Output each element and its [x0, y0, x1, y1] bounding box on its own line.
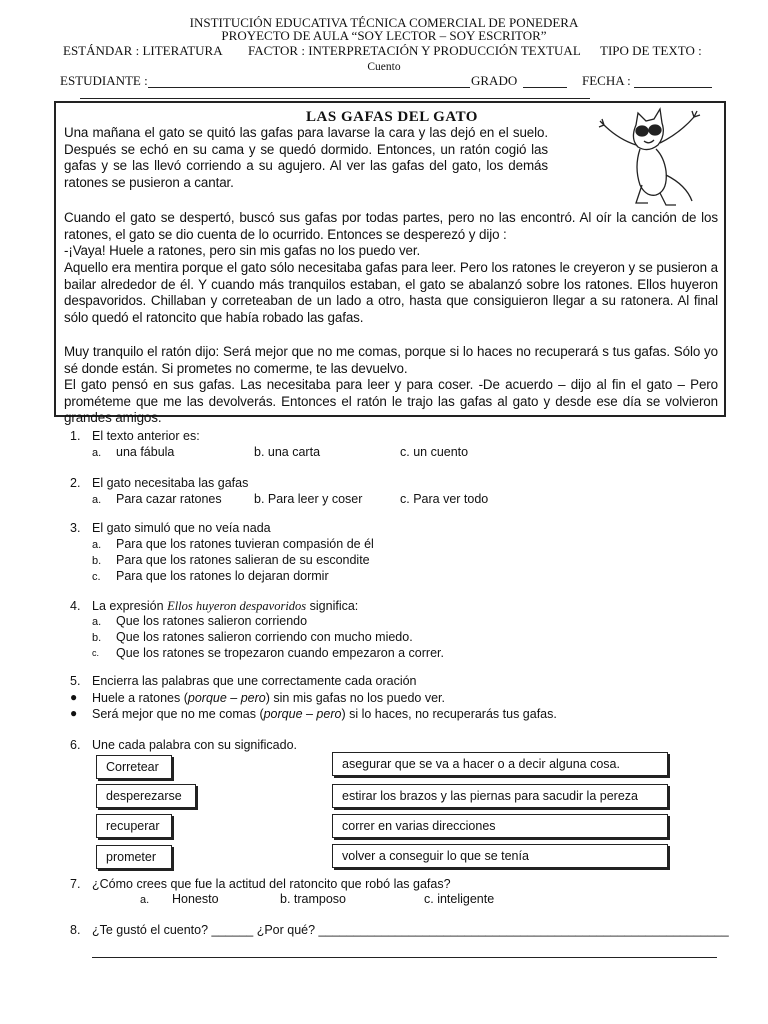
- q7-option-b[interactable]: b. tramposo: [280, 892, 347, 906]
- q4-option-c[interactable]: Que los ratones se tropezaron cuando empezaron a correr.: [116, 646, 444, 660]
- q2-option-b[interactable]: b. Para leer y coser: [254, 492, 363, 506]
- q1-option-b[interactable]: b. una carta: [254, 445, 321, 459]
- text-type-value: Cuento: [367, 61, 401, 73]
- option-letter: c.: [92, 571, 101, 583]
- story-paragraph-2: Cuando el gato se despertó, buscó sus gafas por todas partes, pero no las encontró. Al oír la canción de los ratones, el gato se dio cuenta de lo ocurrido. Entonces se desperezó y dijo :: [64, 210, 718, 242]
- standard-label: ESTÁNDAR : LITERATURA: [63, 43, 223, 58]
- q1-option-c[interactable]: c. un cuento: [400, 445, 469, 459]
- question-number: 1.: [70, 429, 81, 443]
- bullet-icon: ●: [70, 690, 78, 704]
- institution-title: INSTITUCIÓN EDUCATIVA TÉCNICA COMERCIAL DE PONEDERA: [189, 15, 579, 30]
- q3-option-b[interactable]: Para que los ratones salieran de su escondite: [116, 553, 370, 567]
- option-letter: a.: [92, 494, 102, 506]
- question-text: Encierra las palabras que une correctamente cada oración: [92, 674, 417, 688]
- word-box-corretear[interactable]: Corretear: [96, 755, 172, 779]
- story-paragraph-5: El gato pensó en sus gafas. Las necesitaba para leer y para coser. -De acuerdo – dijo al fin el gato – Pero prométeme que me las devolverás. Entonces el ratón le trajo las gafas al gato y desde ese día se volvieron grandes amigos.: [64, 377, 718, 426]
- option-letter: c.: [92, 648, 100, 658]
- q2-option-c[interactable]: c. Para ver todo: [400, 492, 489, 506]
- question-number: 8.: [70, 923, 81, 937]
- option-letter: b.: [92, 632, 102, 644]
- option-letter: a.: [92, 539, 102, 551]
- word-box-recuperar[interactable]: recuperar: [96, 814, 172, 838]
- option-letter: b.: [92, 555, 102, 567]
- bullet-icon: ●: [70, 706, 78, 720]
- cat-with-glasses-icon: [596, 105, 718, 210]
- question-1: [0, 429, 768, 445]
- q7-option-c[interactable]: c. inteligente: [424, 892, 495, 906]
- story-title: LAS GAFAS DEL GATO: [306, 109, 478, 125]
- question-text: El gato necesitaba las gafas: [92, 476, 249, 490]
- question-text[interactable]: ¿Te gustó el cuento? ______ ¿Por qué? ___________________________________________________________: [92, 923, 729, 937]
- question-4: [0, 599, 768, 615]
- grade-line[interactable]: [523, 87, 567, 88]
- student-name-line[interactable]: [148, 87, 470, 88]
- date-line[interactable]: [634, 87, 712, 88]
- story-paragraph-4: Muy tranquilo el ratón dijo: Será mejor que no me comas, porque si lo haces no recuperará s tus gafas. Sólo yo sé donde están. Si prometes no comerme, te las devuelvo.: [64, 344, 718, 376]
- q1-option-a[interactable]: una fábula: [116, 445, 175, 459]
- question-number: 6.: [70, 738, 81, 752]
- question-text: El texto anterior es:: [92, 429, 200, 443]
- question-number: 4.: [70, 599, 81, 613]
- option-letter: a.: [92, 616, 102, 628]
- answer-line[interactable]: [92, 957, 717, 958]
- text-type-label: TIPO DE TEXTO :: [600, 43, 702, 58]
- story-dialogue: -¡Vaya! Huele a ratones, pero sin mis gafas no los puedo ver.: [64, 243, 421, 258]
- question-3: [0, 521, 768, 537]
- q4-option-b[interactable]: Que los ratones salieron corriendo con mucho miedo.: [116, 630, 413, 644]
- meaning-box-4[interactable]: volver a conseguir lo que se tenía: [332, 844, 668, 868]
- question-5: [0, 674, 768, 690]
- q5-sentence-1[interactable]: Huele a ratones (porque – pero) sin mis gafas no los puedo ver.: [92, 691, 445, 705]
- q3-option-c[interactable]: Para que los ratones lo dejaran dormir: [116, 569, 329, 583]
- project-title: PROYECTO DE AULA “SOY LECTOR – SOY ESCRITOR”: [221, 28, 547, 43]
- word-box-desperezarse[interactable]: desperezarse: [96, 784, 196, 808]
- q5-sentence-2[interactable]: Será mejor que no me comas (porque – pero) si lo haces, no recuperarás tus gafas.: [92, 707, 557, 721]
- question-text: El gato simuló que no veía nada: [92, 521, 271, 535]
- question-number: 7.: [70, 877, 81, 891]
- question-text: ¿Cómo crees que fue la actitud del ratoncito que robó las gafas?: [92, 877, 451, 891]
- header-divider: [80, 98, 590, 99]
- story-paragraph-3: Aquello era mentira porque el gato sólo necesitaba gafas para leer. Pero los ratones le creyeron y se pusieron a bailar alrededor de él. Y cuando más tranquilos estaban, el gato se abalanzó sobre los ratones. Ellos huyeron despavoridos. Chillaban y correteaban de un lado a otro, hasta que consiguieron llegar a su ratonera. Al final sólo quedó el ratoncito que había robado las gafas.: [64, 260, 718, 325]
- question-number: 5.: [70, 674, 81, 688]
- factor-label: FACTOR : INTERPRETACIÓN Y PRODUCCIÓN TEXTUAL: [248, 43, 581, 58]
- question-text: Une cada palabra con su significado.: [92, 738, 297, 752]
- story-paragraph-1: Una mañana el gato se quitó las gafas para lavarse la cara y las dejó en el suelo. Después se echó en su cama y se quedó dormido. Entonces, un ratón cogió las gafas y se las llevó corriendo a su agujero. Al ver las gafas del gato, los demás ratones se pusieron a cantar.: [64, 125, 548, 190]
- question-text: La expresión Ellos huyeron despavoridos significa:: [92, 599, 359, 613]
- question-number: 2.: [70, 476, 81, 490]
- question-8: [0, 923, 768, 939]
- meaning-box-3[interactable]: correr en varias direcciones: [332, 814, 668, 838]
- student-label: ESTUDIANTE :: [60, 73, 148, 88]
- story-box: [54, 101, 726, 426]
- date-label: FECHA :: [582, 73, 631, 88]
- option-letter: a.: [140, 894, 150, 906]
- meaning-box-2[interactable]: estirar los brazos y las piernas para sacudir la pereza: [332, 784, 668, 808]
- question-2: [0, 476, 768, 492]
- option-letter: a.: [92, 447, 102, 459]
- grade-label: GRADO: [471, 73, 518, 88]
- q4-option-a[interactable]: Que los ratones salieron corriendo: [116, 614, 308, 628]
- question-number: 3.: [70, 521, 81, 535]
- q2-option-a[interactable]: Para cazar ratones: [116, 492, 222, 506]
- q7-option-a[interactable]: Honesto: [172, 892, 219, 906]
- question-7: [0, 877, 768, 893]
- q3-option-a[interactable]: Para que los ratones tuvieran compasión de él: [116, 537, 374, 551]
- meaning-box-1[interactable]: asegurar que se va a hacer o a decir alguna cosa.: [332, 752, 668, 776]
- word-box-prometer[interactable]: prometer: [96, 845, 172, 869]
